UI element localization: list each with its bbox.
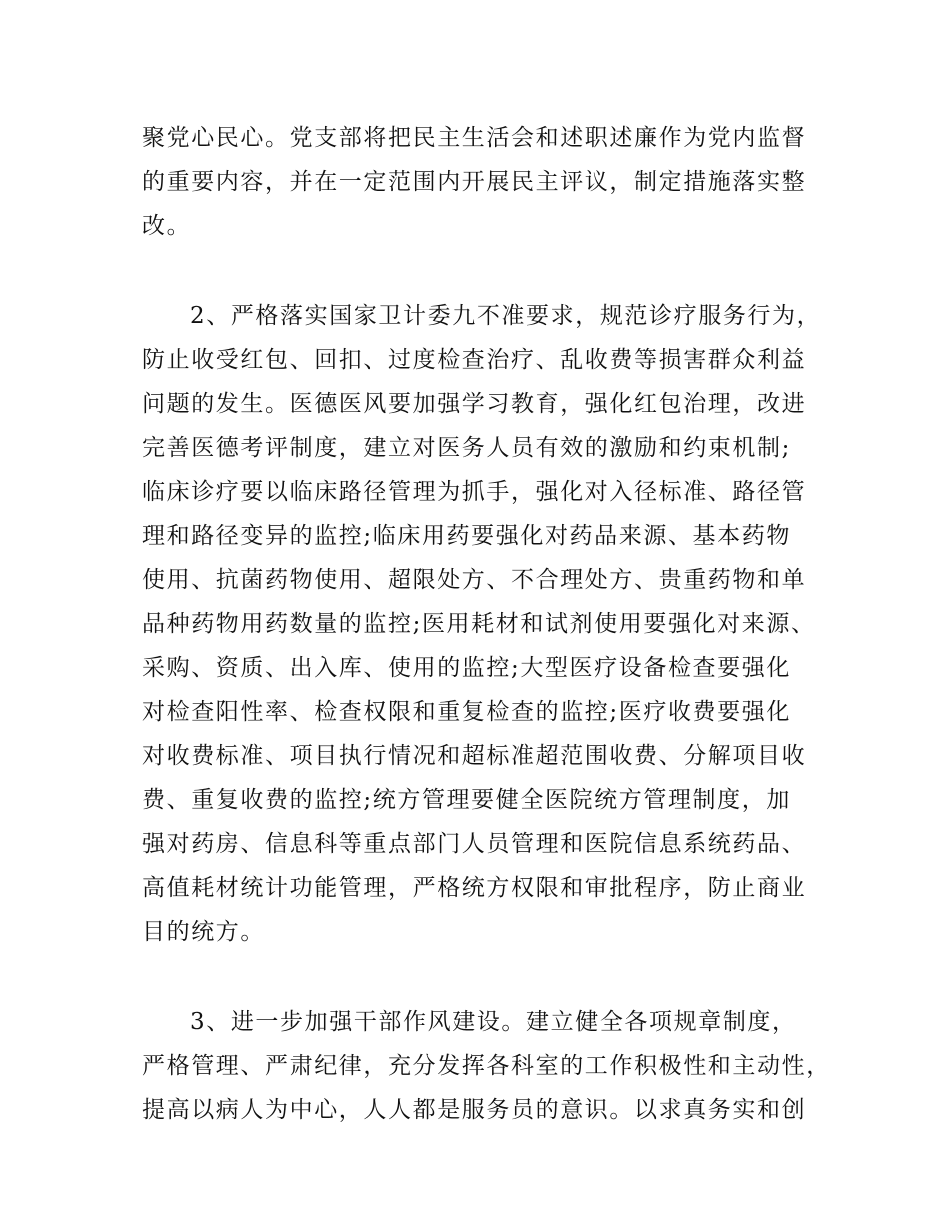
text-line: 高值耗材统计功能管理，严格统方权限和审批程序，防止商业: [142, 875, 807, 901]
paragraph-3: [142, 1000, 832, 1132]
text-line: 临床诊疗要以临床路径管理为抓手，强化对入径标准、路径管: [142, 479, 807, 505]
text-line: 的重要内容，并在一定范围内开展民主评议，制定措施落实整: [142, 169, 807, 195]
document-body: [142, 116, 832, 1132]
text-line: 费、重复收费的监控;统方管理要健全医院统方管理制度，加: [142, 787, 791, 813]
text-line: 对检查阳性率、检查权限和重复检查的监控;医疗收费要强化: [142, 699, 791, 725]
text-line: 2、严格落实国家卫计委九不准要求，规范诊疗服务行为，: [190, 303, 822, 329]
text-line: 对收费标准、项目执行情况和超标准超范围收费、分解项目收: [142, 743, 807, 769]
text-line: 问题的发生。医德医风要加强学习教育，强化红包治理，改进: [142, 391, 807, 417]
text-line: 改。: [142, 213, 192, 239]
paragraph-spacer: [142, 248, 832, 294]
text-line: 强对药房、信息科等重点部门人员管理和医院信息系统药品、: [142, 831, 807, 857]
text-line: 采购、资质、出入库、使用的监控;大型医疗设备检查要强化: [142, 655, 791, 681]
text-line: 严格管理、严肃纪律，充分发挥各科室的工作积极性和主动性，: [142, 1053, 831, 1079]
paragraph-2: [142, 294, 832, 954]
paragraph-spacer: [142, 954, 832, 1000]
text-line: 完善医德考评制度，建立对医务人员有效的激励和约束机制;: [142, 435, 791, 461]
text-line: 目的统方。: [142, 919, 265, 945]
paragraph-1: [142, 116, 832, 248]
text-line: 防止收受红包、回扣、过度检查治疗、乱收费等损害群众利益: [142, 347, 807, 373]
text-line: 理和路径变异的监控;临床用药要强化对药品来源、基本药物: [142, 523, 791, 549]
text-line: 提高以病人为中心，人人都是服务员的意识。以求真务实和创: [142, 1097, 807, 1123]
text-line: 聚党心民心。党支部将把民主生活会和述职述廉作为党内监督: [142, 125, 807, 151]
text-line: 使用、抗菌药物使用、超限处方、不合理处方、贵重药物和单: [142, 567, 807, 593]
text-line: 3、进一步加强干部作风建设。建立健全各项规章制度，: [190, 1009, 797, 1035]
text-line: 品种药物用药数量的监控;医用耗材和试剂使用要强化对来源、: [142, 611, 816, 637]
